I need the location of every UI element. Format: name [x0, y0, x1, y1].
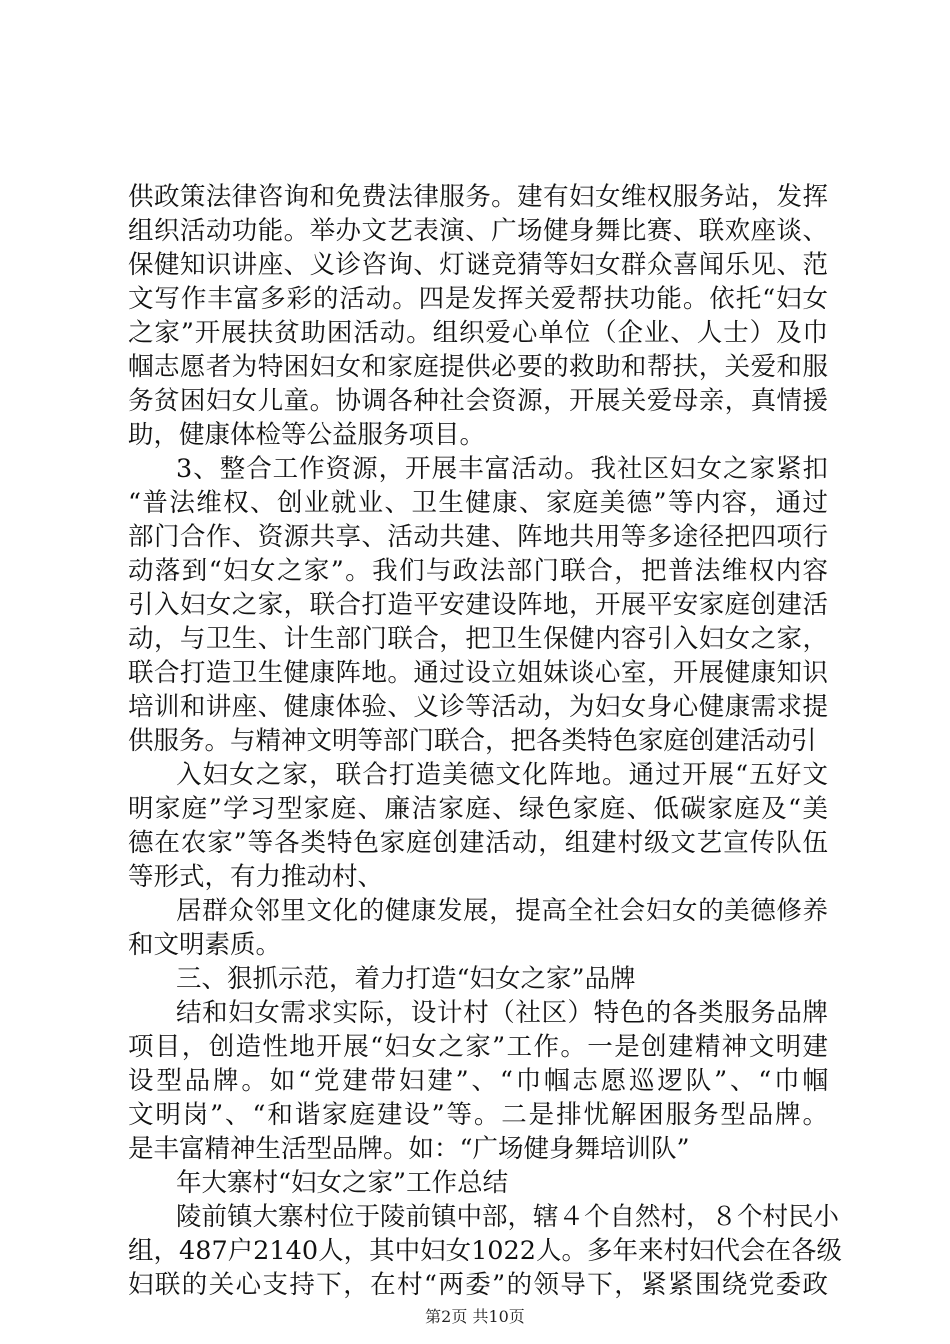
paragraph-line: 引入妇女之家，联合打造平安建设阵地，开展平安家庭创建活 [128, 590, 828, 620]
paragraph-line: 部门合作、资源共享、活动共建、阵地共用等多途径把四项行 [128, 522, 828, 552]
paragraph-line: 陵前镇大寨村位于陵前镇中部，辖４个自然村，８个村民小 [176, 1202, 840, 1232]
paragraph-line: 等形式，有力推动村、 [128, 862, 384, 892]
paragraph-line: 组，487户2140人，其中妇女1022人。多年来村妇代会在各级 [128, 1236, 842, 1266]
paragraph-line: 是丰富精神生活型品牌。如：“广场健身舞培训队” [128, 1134, 690, 1164]
paragraph-line: 结和妇女需求实际，设计村（社区）特色的各类服务品牌 [176, 998, 828, 1028]
paragraph-line: 和文明素质。 [128, 930, 282, 960]
paragraph-line: 文明岗”、“和谐家庭建设”等。二是排忧解困服务型品牌。 [128, 1100, 828, 1130]
paragraph-line: 德在农家”等各类特色家庭创建活动，组建村级文艺宣传队伍 [128, 828, 828, 858]
paragraph-line: 帼志愿者为特困妇女和家庭提供必要的救助和帮扶，关爱和服 [128, 352, 828, 382]
paragraph-line: “普法维权、创业就业、卫生健康、家庭美德”等内容，通过 [128, 488, 828, 518]
paragraph-line: 项目，创造性地开展“妇女之家”工作。一是创建精神文明建 [128, 1032, 828, 1062]
paragraph-line: 务贫困妇女儿童。协调各种社会资源，开展关爱母亲，真情援 [128, 386, 828, 416]
paragraph-line: 文写作丰富多彩的活动。四是发挥关爱帮扶功能。依托“妇女 [128, 284, 828, 314]
paragraph-line: 供服务。与精神文明等部门联合，把各类特色家庭创建活动引 [128, 726, 817, 756]
paragraph-line: 之家”开展扶贫助困活动。组织爱心单位（企业、人士）及巾 [128, 318, 828, 348]
paragraph-line: 保健知识讲座、义诊咨询、灯谜竞猜等妇女群众喜闻乐见、范 [128, 250, 828, 280]
paragraph-line: 联合打造卫生健康阵地。通过设立姐妹谈心室，开展健康知识 [128, 658, 828, 688]
section-heading: 三、狠抓示范，着力打造“妇女之家”品牌 [176, 964, 636, 994]
paragraph-line: 供政策法律咨询和免费法律服务。建有妇女维权服务站，发挥 [128, 182, 828, 212]
paragraph-line: 助，健康体检等公益服务项目。 [128, 420, 486, 450]
paragraph-line: 妇联的关心支持下，在村“两委”的领导下，紧紧围绕党委政 [128, 1270, 828, 1300]
paragraph-line: 动，与卫生、计生部门联合，把卫生保健内容引入妇女之家， [128, 624, 828, 654]
paragraph-line: 设型品牌。如“党建带妇建”、“巾帼志愿巡逻队”、“巾帼 [128, 1066, 828, 1096]
paragraph-line: 3、整合工作资源，开展丰富活动。我社区妇女之家紧扣 [176, 454, 828, 484]
paragraph-line: 居群众邻里文化的健康发展，提高全社会妇女的美德修养 [176, 896, 828, 926]
paragraph-line: 入妇女之家，联合打造美德文化阵地。通过开展“五好文 [176, 760, 828, 790]
paragraph-line: 明家庭”学习型家庭、廉洁家庭、绿色家庭、低碳家庭及“美 [128, 794, 828, 824]
document-subtitle: 年大寨村“妇女之家”工作总结 [176, 1168, 509, 1198]
paragraph-line: 动落到“妇女之家”。我们与政法部门联合，把普法维权内容 [128, 556, 828, 586]
paragraph-line: 培训和讲座、健康体验、义诊等活动，为妇女身心健康需求提 [128, 692, 828, 722]
page-number-footer: 第2页 共10页 [425, 1307, 525, 1326]
paragraph-line: 组织活动功能。举办文艺表演、广场健身舞比赛、联欢座谈、 [128, 216, 828, 246]
